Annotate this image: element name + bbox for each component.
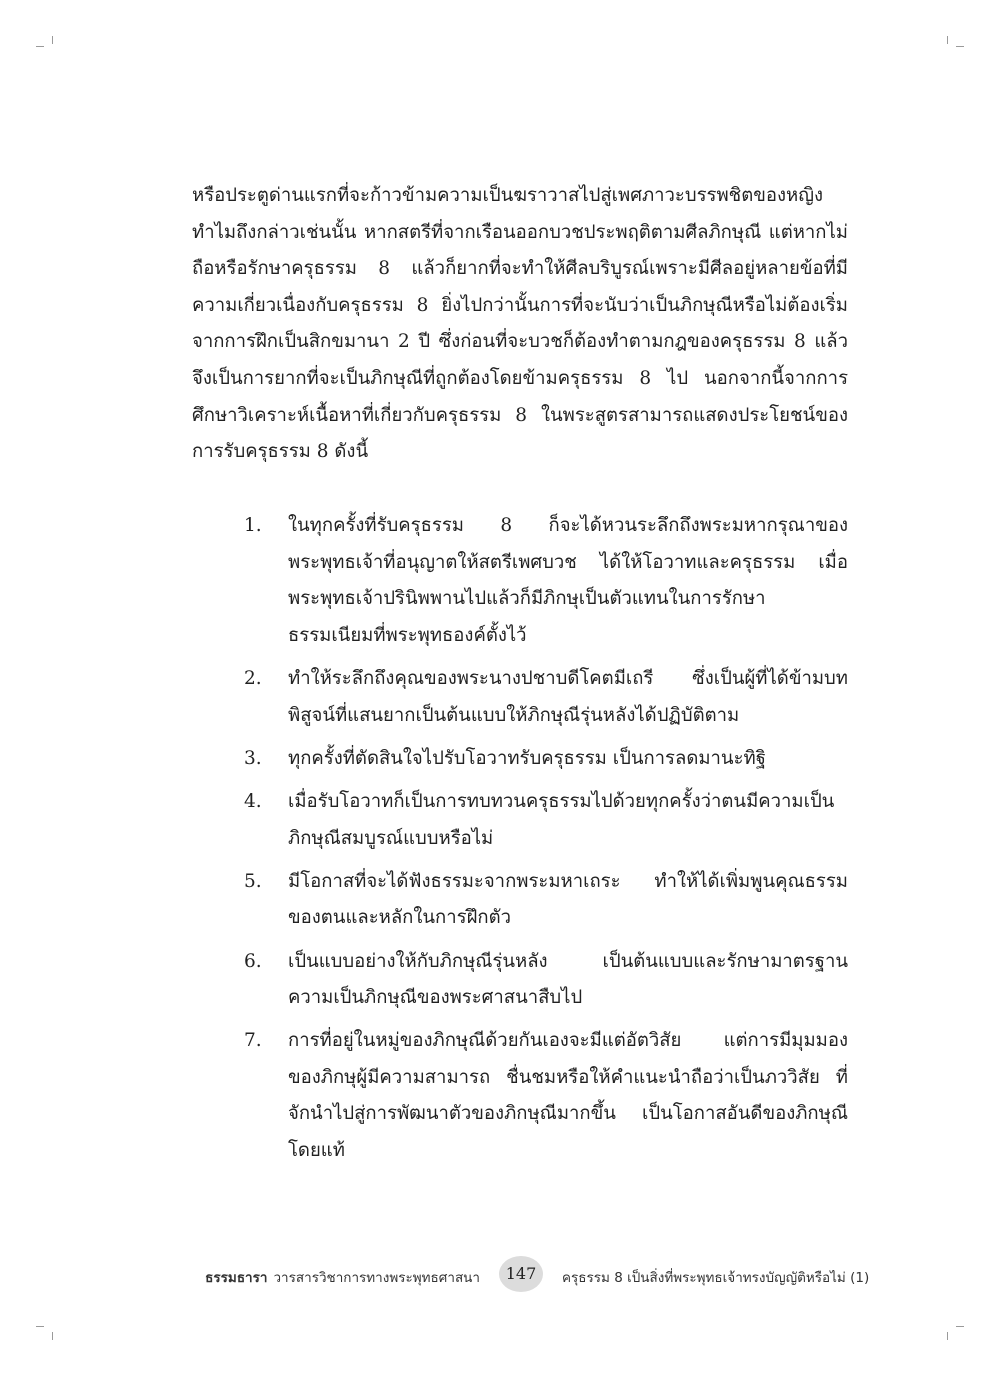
list-line: จักนำไปสู่การพัฒนาตัวของภิกษุณีมากขึ้น เป็นโอกาสอันดีของภิกษุณี	[288, 1103, 848, 1125]
journal-subtitle: วารสารวิชาการทางพระพุทธศาสนา	[273, 1270, 480, 1286]
crop-mark-bottom-left-h	[36, 1326, 44, 1327]
paragraph-line: ความเกี่ยวเนื่องกับครุธรรม 8 ยิ่งไปกว่านั้นการที่จะนับว่าเป็นภิกษุณีหรือไม่ต้องเริ่ม	[192, 294, 848, 316]
list-item-1	[192, 508, 848, 654]
crop-mark-bottom-left-v	[52, 1332, 53, 1340]
crop-mark-top-left-h	[36, 46, 44, 47]
list-item-5	[192, 864, 848, 937]
list-number: 4.	[244, 790, 262, 812]
list-line: โดยแท้	[288, 1140, 345, 1162]
list-line: พระพุทธเจ้าที่อนุญาตให้สตรีเพศบวช ได้ให้โอวาทและครุธรรม เมื่อ	[288, 551, 848, 573]
list-line: เป็นแบบอย่างให้กับภิกษุณีรุ่นหลัง เป็นต้นแบบและรักษามาตรฐาน	[288, 950, 848, 972]
list-number: 5.	[244, 870, 262, 892]
crop-mark-bottom-right-h	[956, 1326, 964, 1327]
crop-mark-top-right-v	[947, 36, 948, 44]
body-paragraph	[192, 178, 848, 471]
list-number: 7.	[244, 1030, 262, 1052]
paragraph-line: การรับครุธรรม 8 ดังนี้	[192, 441, 369, 463]
list-number: 2.	[244, 667, 262, 689]
page-number: 147	[499, 1256, 543, 1292]
list-line: ในทุกครั้งที่รับครุธรรม 8 ก็จะได้หวนระลึกถึงพระมหากรุณาของ	[288, 515, 848, 536]
journal-name: ธรรมธารา	[205, 1270, 268, 1286]
list-line: มีโอกาสที่จะได้ฟังธรรมะจากพระมหาเถระ ทำให้ได้เพิ่มพูนคุณธรรม	[288, 870, 848, 892]
crop-mark-bottom-right-v	[947, 1332, 948, 1340]
list-item-7	[192, 1023, 848, 1169]
paragraph-line: ทำไมถึงกล่าวเช่นนั้น หากสตรีที่จากเรือนออกบวชประพฤติตามศีลภิกษุณี แต่หากไม่	[192, 221, 848, 243]
paragraph-line: ถือหรือรักษาครุธรรม 8 แล้วก็ยากที่จะทำให้ศีลบริบูรณ์เพราะมีศีลอยู่หลายข้อที่มี	[192, 258, 848, 280]
list-line: ความเป็นภิกษุณีของพระศาสนาสืบไป	[288, 987, 583, 1009]
paragraph-line: หรือประตูด่านแรกที่จะก้าวข้ามความเป็นฆราวาสไปสู่เพศภาวะบรรพชิตของหญิง	[192, 185, 824, 206]
list-line: พระพุทธเจ้าปรินิพพานไปแล้วก็มีภิกษุเป็นตัวแทนในการรักษา	[288, 588, 766, 610]
list-line: ภิกษุณีสมบูรณ์แบบหรือไม่	[288, 827, 494, 849]
benefits-list	[192, 508, 848, 1176]
list-line: พิสูจน์ที่แสนยากเป็นต้นแบบให้ภิกษุณีรุ่นหลังได้ปฏิบัติตาม	[288, 704, 740, 726]
list-item-4	[192, 784, 848, 857]
crop-mark-top-left-v	[52, 36, 53, 44]
journal-info	[205, 1266, 480, 1288]
article-title: ครุธรรม 8 เป็นสิ่งที่พระพุทธเจ้าทรงบัญญัติหรือไม่ (1)	[562, 1270, 870, 1286]
page-footer	[0, 1256, 1000, 1292]
crop-mark-top-right-h	[956, 46, 964, 47]
list-line: ธรรมเนียมที่พระพุทธองค์ตั้งไว้	[288, 624, 527, 646]
paragraph-line: จากการฝึกเป็นสิกขมานา 2 ปี ซึ่งก่อนที่จะบวชก็ต้องทำตามกฎของครุธรรม 8 แล้ว	[192, 331, 848, 353]
list-number: 6.	[244, 950, 262, 972]
list-line: ของภิกษุผู้มีความสามารถ ชื่นชมหรือให้คำแนะนำถือว่าเป็นภววิสัย ที่	[288, 1066, 848, 1088]
list-number: 1.	[244, 515, 262, 536]
list-line: ของตนและหลักในการฝึกตัว	[288, 907, 512, 929]
list-line: การที่อยู่ในหมู่ของภิกษุณีด้วยกันเองจะมีแต่อัตวิสัย แต่การมีมุมมอง	[288, 1030, 848, 1052]
list-item-2	[192, 661, 848, 734]
list-line: เมื่อรับโอวาทก็เป็นการทบทวนครุธรรมไปด้วยทุกครั้งว่าตนมีความเป็น	[288, 790, 835, 812]
list-item-6	[192, 944, 848, 1017]
list-line: ทุกครั้งที่ตัดสินใจไปรับโอวาทรับครุธรรม เป็นการลดมานะทิฐิ	[288, 747, 766, 769]
list-item-3	[192, 741, 848, 778]
paragraph-line: จึงเป็นการยากที่จะเป็นภิกษุณีที่ถูกต้องโดยข้ามครุธรรม 8 ไป นอกจากนี้จากการ	[192, 367, 848, 389]
list-line: ทำให้ระลึกถึงคุณของพระนางปชาบดีโคตมีเถรี ซึ่งเป็นผู้ที่ได้ข้ามบท	[288, 667, 848, 689]
list-number: 3.	[244, 747, 262, 769]
paragraph-line: ศึกษาวิเคราะห์เนื้อหาที่เกี่ยวกับครุธรรม 8 ในพระสูตรสามารถแสดงประโยชน์ของ	[192, 404, 848, 426]
